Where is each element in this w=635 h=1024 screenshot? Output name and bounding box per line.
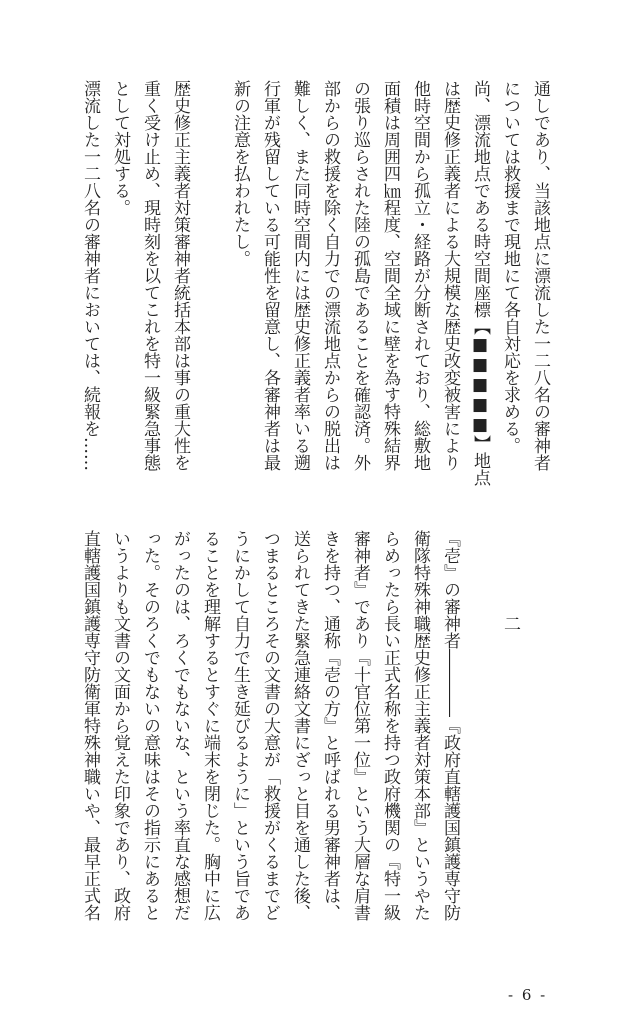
text-line: 他時空間から孤立・経路が分断されており、総敷地 <box>410 80 430 471</box>
section-one-text <box>75 80 555 486</box>
blank-line <box>195 80 225 480</box>
section-two-text <box>75 530 555 930</box>
text-line: 重く受け止め、現時刻を以てこれを特一級緊急事態 <box>140 80 160 471</box>
text-line: らめったら長い正式名称を持つ政府機関の『特一級 <box>380 530 400 921</box>
text-line: 衛隊特殊神職歴史修正主義者対策本部』というやた <box>410 530 430 921</box>
section-heading: 二 <box>500 615 520 632</box>
text-line: 新の注意を払われたし。 <box>230 80 250 267</box>
text-line: 行軍が残留している可能性を留意し、各審神者は最 <box>260 80 280 471</box>
text-line: うにかして自力で生き延びるように」という旨であ <box>230 530 250 921</box>
text-line: 歴史修正主義者対策審神者統括本部は事の重大性を <box>170 80 190 471</box>
text-line: 直轄護国鎮護専守防衛軍特殊神職いや、最早正式名 <box>80 530 100 921</box>
text-line: 尚、漂流地点である時空間座標【■■■■■】地点 <box>470 80 490 486</box>
text-line: 『壱』の審神者――――『政府直轄護国鎮護専守防 <box>440 530 460 921</box>
page-number: - 6 - <box>508 986 548 1004</box>
text-line: として対処する。 <box>110 80 130 216</box>
text-line: いうよりも文書の文面から覚えた印象であり、政府 <box>110 530 130 921</box>
text-line: 審神者』であり『十官位第一位』という大層な肩書 <box>350 530 370 921</box>
text-line: 通しであり、当該地点に漂流した一二八名の審神者 <box>530 80 550 471</box>
blank-line <box>525 530 555 930</box>
text-line: については救援まで現地にて各自対応を求める。 <box>500 80 520 454</box>
text-line: 面積は周囲四㎞程度、空間全域に壁を為す特殊結界 <box>380 80 400 471</box>
text-line: きを持つ、通称『壱の方』と呼ばれる男審神者は、 <box>320 530 340 921</box>
text-line: った。そのろくでもないの意味はその指示にあると <box>140 530 160 921</box>
text-line: 送られてきた緊急連絡文書にざっと目を通した後、 <box>290 530 310 921</box>
text-line: 部からの救援を除く自力での漂流地点からの脱出は <box>320 80 340 471</box>
text-line: 難しく、また同時空間内には歴史修正義者率いる遡 <box>290 80 310 471</box>
text-line: ることを理解するとすぐに端末を閉じた。胸中に広 <box>200 530 220 921</box>
text-line: がったのは、ろくでもないな、という率直な感想だ <box>170 530 190 921</box>
text-line: つまるところその文書の大意が「救援がくるまでど <box>260 530 280 921</box>
text-line: 漂流した一二八名の審神者においては、続報を…… <box>80 80 100 471</box>
text-line: の張り巡らされた陸の孤島であることを確認済。外 <box>350 80 370 471</box>
text-line: は歴史修正義者による大規模な歴史改変被害により <box>440 80 460 471</box>
blank-line <box>465 530 495 930</box>
